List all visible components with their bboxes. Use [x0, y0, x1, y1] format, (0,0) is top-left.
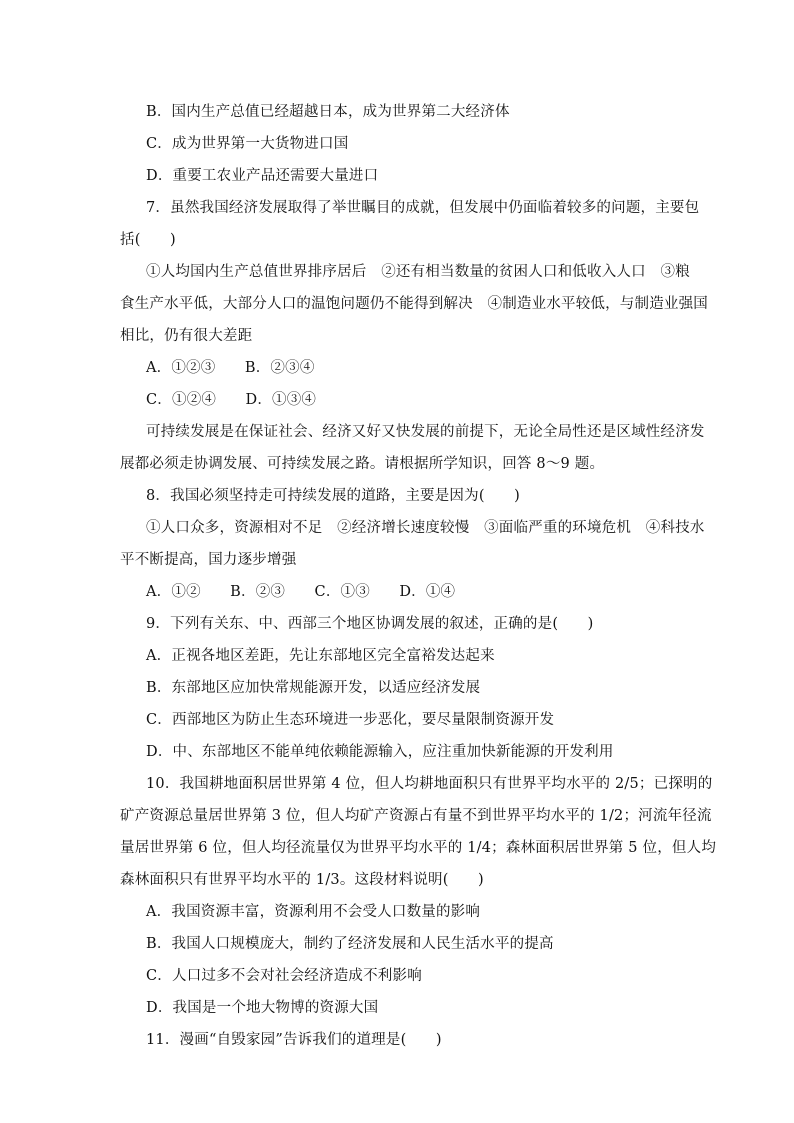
passage-8-9-line-2: 展都必须走协调发展、可持续发展之路。请根据所学知识，回答 8～9 题。	[120, 456, 605, 472]
q9-option-d: D．中、东部地区不能单纯依赖能源输入，应注重加快新能源的开发利用	[146, 744, 614, 760]
q7-statements-line-1: ①人均国内生产总值世界排序居后 ②还有相当数量的贫困人口和低收入人口 ③粮	[146, 264, 690, 280]
q9-option-a: A．正视各地区差距，先让东部地区完全富裕发达起来	[146, 648, 495, 664]
q8-statements-line-1: ①人口众多，资源相对不足 ②经济增长速度较慢 ③面临严重的环境危机 ④科技水	[146, 520, 705, 536]
passage-8-9-line-1: 可持续发展是在保证社会、经济又好又快发展的前提下，无论全局性还是区域性经济发	[146, 424, 705, 440]
q6-option-c: C．成为世界第一大货物进口国	[146, 136, 349, 152]
q10-option-a: A．我国资源丰富，资源利用不会受人口数量的影响	[146, 904, 481, 920]
q9-stem: 9．下列有关东、中、西部三个地区协调发展的叙述，正确的是( )	[146, 616, 594, 632]
q10-option-b: B．我国人口规模庞大，制约了经济发展和人民生活水平的提高	[146, 936, 554, 952]
q9-option-c: C．西部地区为防止生态环境进一步恶化，要尽量限制资源开发	[146, 712, 555, 728]
q10-stem-line-4: 森林面积只有世界平均水平的 1/3。这段材料说明( )	[120, 872, 484, 888]
q8-options: A．①② B．②③ C．①③ D．①④	[146, 584, 456, 600]
q7-options-ab: A．①②③ B．②③④	[146, 360, 315, 376]
q7-stem-line-1: 7．虽然我国经济发展取得了举世瞩目的成就，但发展中仍面临着较多的问题，主要包	[146, 200, 700, 216]
q8-stem: 8．我国必须坚持走可持续发展的道路，主要是因为( )	[146, 488, 520, 504]
q10-option-d: D．我国是一个地大物博的资源大国	[146, 1000, 379, 1016]
q11-stem: 11．漫画“自毁家园”告诉我们的道理是( )	[146, 1032, 442, 1048]
q6-option-d: D．重要工农业产品还需要大量进口	[146, 168, 379, 184]
q8-statements-line-2: 平不断提高，国力逐步增强	[120, 552, 297, 568]
q7-options-cd: C．①②④ D．①③④	[146, 392, 317, 408]
q7-statements-line-3: 相比，仍有很大差距	[120, 328, 253, 344]
q10-stem-line-3: 量居世界第 6 位，但人均径流量仅为世界平均水平的 1/4；森林面积居世界第 5 位，但人均	[120, 840, 717, 856]
q10-stem-line-1: 10．我国耕地面积居世界第 4 位，但人均耕地面积只有世界平均水平的 2/5；已探明的	[146, 776, 713, 792]
q10-stem-line-2: 矿产资源总量居世界第 3 位，但人均矿产资源占有量不到世界平均水平的 1/2；河流年径流	[120, 808, 712, 824]
q6-option-b: B．国内生产总值已经超越日本，成为世界第二大经济体	[146, 104, 510, 120]
q7-stem-line-2: 括( )	[120, 232, 176, 248]
q10-option-c: C．人口过多不会对社会经济造成不利影响	[146, 968, 422, 984]
q7-statements-line-2: 食生产水平低，大部分人口的温饱问题仍不能得到解决 ④制造业水平较低，与制造业强国	[120, 296, 708, 312]
q9-option-b: B．东部地区应加快常规能源开发，以适应经济发展	[146, 680, 481, 696]
